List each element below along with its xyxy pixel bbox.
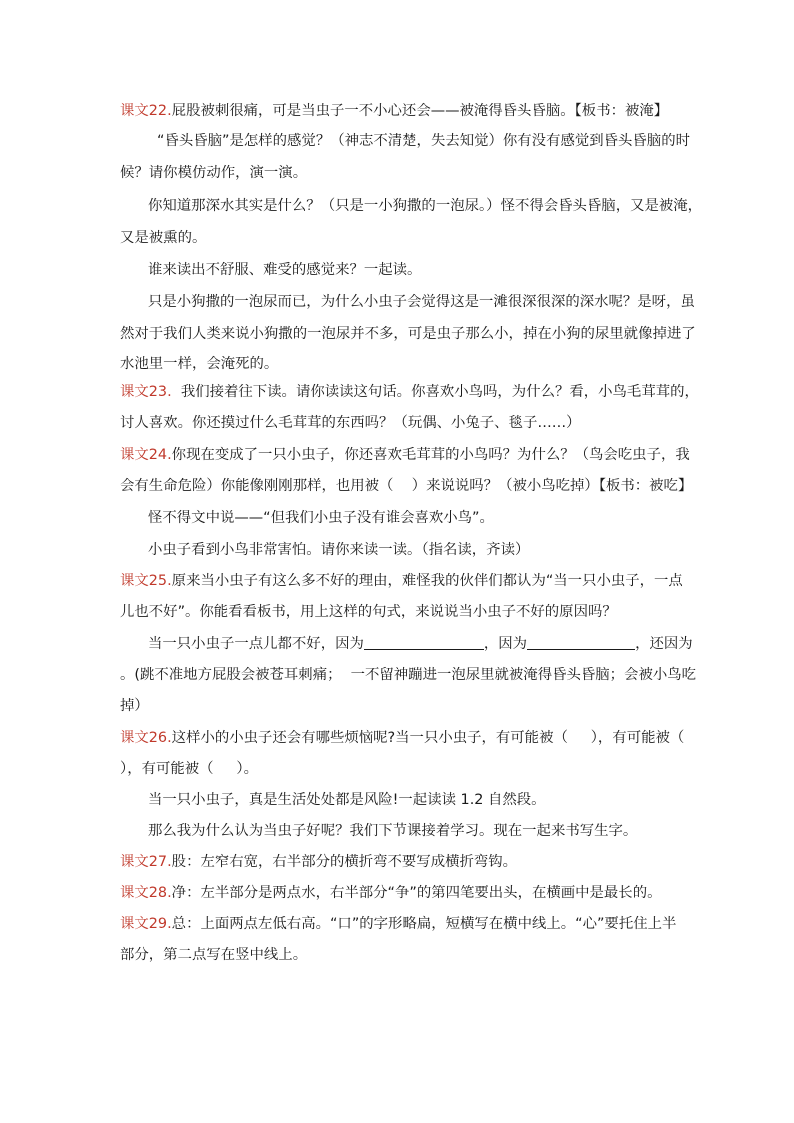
- paragraph-line: [148, 290, 695, 314]
- paragraph-line: [120, 694, 149, 718]
- lesson-tag: 课文27.: [120, 854, 172, 870]
- paragraph-line: [120, 726, 684, 750]
- line-text: 那么我为什么认为当虫子好呢？我们下节课接着学习。现在一起来书写生字。: [148, 823, 638, 839]
- paragraph-line: [120, 600, 617, 624]
- paragraph-line: [120, 474, 692, 498]
- paragraph-line: [120, 443, 690, 467]
- paragraph-line: [148, 506, 494, 530]
- line-text: 候？请你模仿动作，演一演。: [120, 165, 308, 181]
- line-text: 这样小的小虫子还会有哪些烦恼呢?当一只小虫子，有可能被（ ），有可能被（: [171, 730, 685, 746]
- line-text: ，因为: [483, 636, 528, 652]
- paragraph-line: [120, 99, 668, 123]
- line-text: ，还因为: [635, 636, 693, 652]
- paragraph-line: [120, 161, 307, 185]
- paragraph-line: [120, 850, 517, 874]
- line-text: 当一只小虫子一点儿都不好，因为: [148, 636, 364, 652]
- paragraph-line: [120, 380, 699, 404]
- lesson-tag: 课文22.: [120, 103, 172, 119]
- line-text: 会有生命危险）你能像刚刚那样，也用被（ ）来说说吗？（被小鸟吃掉）【板书：被吃】: [120, 478, 693, 494]
- line-text: 水池里一样，会淹死的。: [120, 356, 279, 372]
- lesson-tag: 课文29.: [120, 916, 172, 932]
- line-text: “昏头昏脑”是怎样的感觉？（神志不清楚，失去知觉）你有没有感觉到昏头昏脑的时: [157, 133, 690, 149]
- paragraph-line: [120, 352, 278, 376]
- paragraph-line: [120, 881, 661, 905]
- line-text: 儿也不好”。你能看看板书，用上这样的句式，来说说当小虫子不好的原因吗？: [120, 604, 617, 620]
- line-text: 屁股被刺很痛，可是当虫子一不小心还会——被淹得昏头昏脑。【板书：被淹】: [171, 103, 669, 119]
- line-text: 你知道那深水其实是什么？（只是一小狗撒的一泡尿。）怪不得会昏头昏脑，又是被淹，: [148, 198, 703, 214]
- line-text: 股：左窄右宽，右半部分的横折弯不要写成横折弯钩。: [171, 854, 518, 870]
- line-text: 原来当小虫子有这么多不好的理由，难怪我的伙伴们都认为“当一只小虫子，一点: [171, 573, 683, 589]
- paragraph-line: [120, 757, 258, 781]
- line-text: 怪不得文中说——“但我们小虫子没有谁会喜欢小鸟”。: [148, 510, 494, 526]
- line-text: ），有可能被（ ）。: [120, 761, 258, 777]
- line-text: 谁来读出不舒服、难受的感觉来？一起读。: [148, 262, 422, 278]
- line-text: 讨人喜欢。你还摸过什么毛茸茸的东西吗？（玩偶、小兔子、毯子……）: [120, 415, 581, 431]
- paragraph-line: [148, 194, 702, 218]
- line-text: 。(跳不准地方屁股会被苍耳刺痛； 一不留神蹦进一泡尿里就被淹得昏头昏脑；会被小鸟吃: [120, 667, 697, 683]
- line-text: 净：左半部分是两点水，右半部分“争”的第四笔要出头，在横画中是最长的。: [171, 885, 662, 901]
- line-text: 掉）: [120, 698, 149, 714]
- paragraph-line: [120, 322, 696, 346]
- paragraph-line: [120, 569, 683, 593]
- line-text: 我们接着往下读。请你读读这句话。你喜欢小鸟吗，为什么？看，小鸟毛茸茸的，: [171, 384, 699, 400]
- paragraph-line: [148, 788, 546, 812]
- paragraph-line: [148, 819, 637, 843]
- lesson-tag: 课文26.: [120, 730, 172, 746]
- paragraph-line: [148, 258, 421, 282]
- lesson-tag: 课文23.: [120, 384, 172, 400]
- paragraph-line: [148, 632, 693, 656]
- paragraph-line: [120, 411, 581, 435]
- line-text: 小虫子看到小鸟非常害怕。请你来读一读。（指名读，齐读）: [148, 542, 530, 558]
- paragraph-line: [120, 912, 676, 936]
- paragraph-line: [157, 129, 690, 153]
- lesson-tag: 课文28.: [120, 885, 172, 901]
- fill-blank: [527, 634, 635, 650]
- paragraph-line: [120, 226, 206, 250]
- line-text: 总：上面两点左低右高。“口”的字形略扁，短横写在横中线上。“心”要托住上半: [171, 916, 677, 932]
- line-text: 只是小狗撒的一泡尿而已，为什么小虫子会觉得这是一滩很深很深的深水呢？是呀，虽: [148, 294, 695, 310]
- line-text: 当一只小虫子，真是生活处处都是风险!一起读读 1.2 自然段。: [148, 792, 546, 808]
- paragraph-line: [120, 943, 307, 967]
- fill-blank: [364, 634, 484, 650]
- paragraph-line: [148, 538, 529, 562]
- line-text: 又是被熏的。: [120, 230, 207, 246]
- line-text: 然对于我们人类来说小狗撒的一泡尿并不多，可是虫子那么小，掉在小狗的尿里就像掉进了: [120, 326, 696, 342]
- lesson-tag: 课文24.: [120, 447, 172, 463]
- line-text: 你现在变成了一只小虫子，你还喜欢毛茸茸的小鸟吗？为什么？（鸟会吃虫子，我: [171, 447, 690, 463]
- paragraph-line: [120, 663, 696, 687]
- lesson-tag: 课文25.: [120, 573, 172, 589]
- line-text: 部分，第二点写在竖中线上。: [120, 947, 308, 963]
